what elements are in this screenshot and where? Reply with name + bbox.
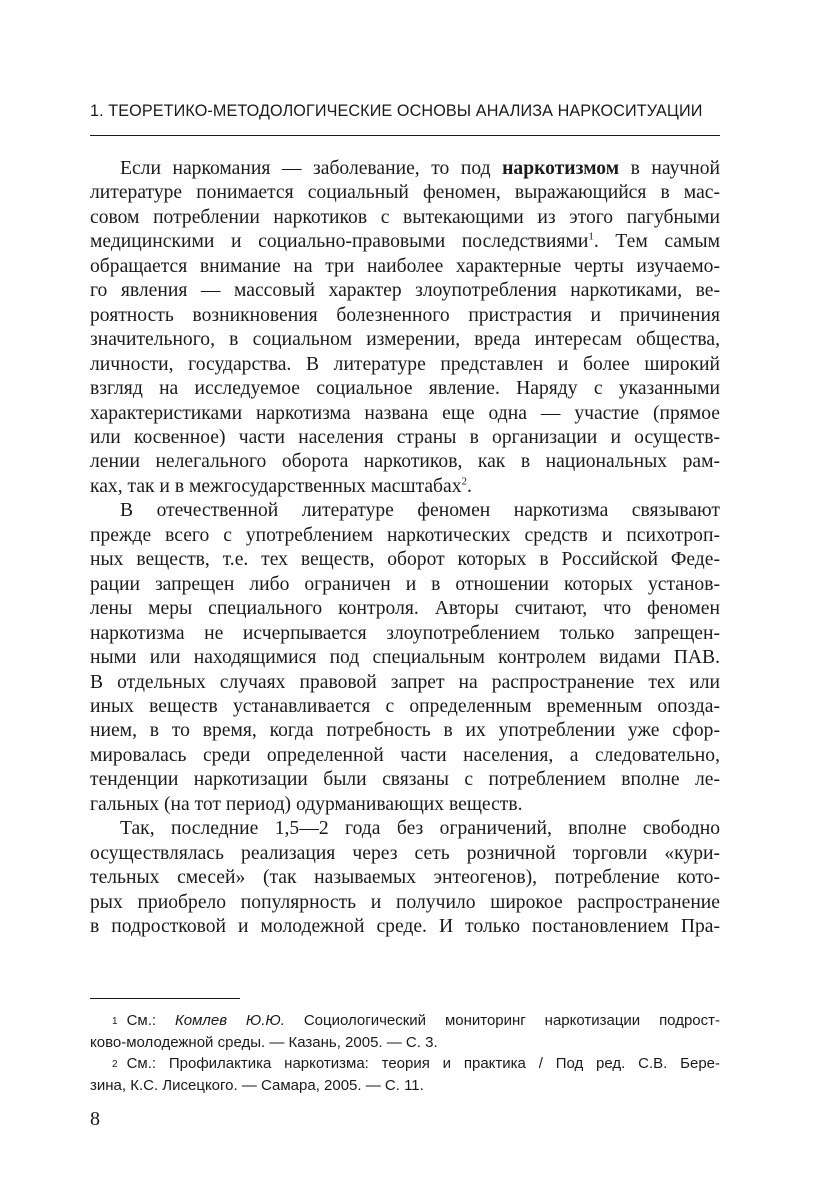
text-line: рых приобрело популярность и получило широкое распространение [90, 891, 720, 913]
text-line: мировалась среди определенной части населения, а следовательно, [90, 744, 720, 766]
text-line: тенденции наркотизации были связаны с потреблением вполне ле- [90, 769, 720, 791]
text-line: медицинскими и социально-правовыми последствиями$^1$. Тем самым [90, 230, 720, 253]
text-line: совом потреблении наркотиков с вытекающими из этого пагубными [90, 206, 720, 228]
footnote-number: 2 [112, 1059, 118, 1070]
text-line: Так, последние 1,5—2 года без ограничений, вполне свободно [120, 818, 720, 840]
running-header: 1. ТЕОРЕТИКО-МЕТОДОЛОГИЧЕСКИЕ ОСНОВЫ АНАЛИЗА НАРКОСИТУАЦИИ [90, 102, 703, 120]
text-line: ными или находящимися под специальным контролем видами ПАВ. [90, 647, 720, 669]
header-rule [90, 135, 720, 136]
text-line: литературе понимается социальный феномен, выражающийся в мас- [90, 182, 720, 204]
footnote-rule [90, 998, 240, 999]
text-line: обращается внимание на три наиболее характерные черты изучаемо- [90, 255, 720, 277]
footnote-ref-1[interactable]: 1 [588, 230, 594, 243]
text-line: В отечественной литературе феномен наркотизма связывают [120, 500, 720, 522]
text-line: взгляд на исследуемое социальное явление. Наряду с указанными [90, 378, 720, 400]
text-line: зина, К.С. Лисецкого. — Самара, 2005. — С. 11. [90, 1076, 424, 1094]
main-text [90, 157, 720, 940]
text-line: ково-молодежной среды. — Казань, 2005. — С. 3. [90, 1033, 438, 1051]
text-line: осуществлялась реализация через сеть розничной торговли «кури- [90, 842, 720, 864]
term-narcotism: наркотизмом [502, 158, 620, 179]
footnote-2 [90, 1053, 720, 1096]
text-line: лены меры специального контроля. Авторы считают, что феномен [90, 598, 720, 620]
text-line: $^2$ См.: Профилактика наркотизма: теория и практика / Под ред. С.В. Бере- [112, 1055, 720, 1072]
text-line: $^1$ См.: Комлев Ю.Ю. Социологический мониторинг наркотизации подрост- [112, 1012, 721, 1029]
text-line: нием, в то время, когда потребность в их употреблении уже сфор- [90, 720, 720, 742]
text-line: рации запрещен либо ограничен и в отношении которых установ- [90, 573, 720, 595]
text-line: В отдельных случаях правовой запрет на распространение тех или [90, 671, 720, 693]
text-line: ках, так и в межгосударственных масштабах$^2$. [90, 475, 472, 497]
page-number: 8 [90, 1108, 100, 1130]
text-line: в подростковой и молодежной среде. И только постановлением Пра- [90, 916, 720, 938]
text-line: наркотизма не исчерпывается злоупотреблением только запрещен- [90, 622, 720, 644]
footnote-ref-2[interactable]: 2 [461, 475, 468, 488]
paragraph-3 [90, 817, 720, 939]
footnote-number: 1 [112, 1016, 118, 1027]
text-line: ных веществ, т.е. тех веществ, оборот которых в Российской Феде- [90, 549, 720, 571]
text-line: прежде всего с употреблением наркотических средств и психотроп- [90, 524, 720, 546]
footnote-1 [90, 1010, 720, 1053]
text-line: тельных смесей» (так называемых энтеогенов), потребление кото- [90, 867, 720, 889]
text-line: характеристиками наркотизма названа еще одна — участие (прямое [90, 402, 720, 424]
text-line: Если наркомания — заболевание, то под наркотизмом в научной [120, 158, 720, 179]
text-line: лении нелегального оборота наркотиков, как в национальных рам- [90, 451, 720, 473]
text-line: личности, государства. В литературе представлен и более широкий [90, 353, 720, 375]
text-line: го явления — массовый характер злоупотребления наркотиками, ве- [90, 280, 720, 302]
text-line: гальных (на тот период) одурманивающих веществ. [90, 793, 523, 815]
paragraph-2 [90, 499, 720, 817]
text-line: или косвенное) части населения страны в организации и осуществ- [90, 426, 720, 448]
text-line: значительного, в социальном измерении, вреда интересам общества, [90, 329, 720, 351]
text-line: иных веществ устанавливается с определенным временным опозда- [90, 695, 720, 717]
paragraph-1 [90, 157, 720, 499]
footnote-author: Комлев Ю.Ю. [174, 1012, 285, 1029]
footnotes [90, 1010, 720, 1096]
text-line: роятность возникновения болезненного пристрастия и причинения [90, 304, 720, 326]
